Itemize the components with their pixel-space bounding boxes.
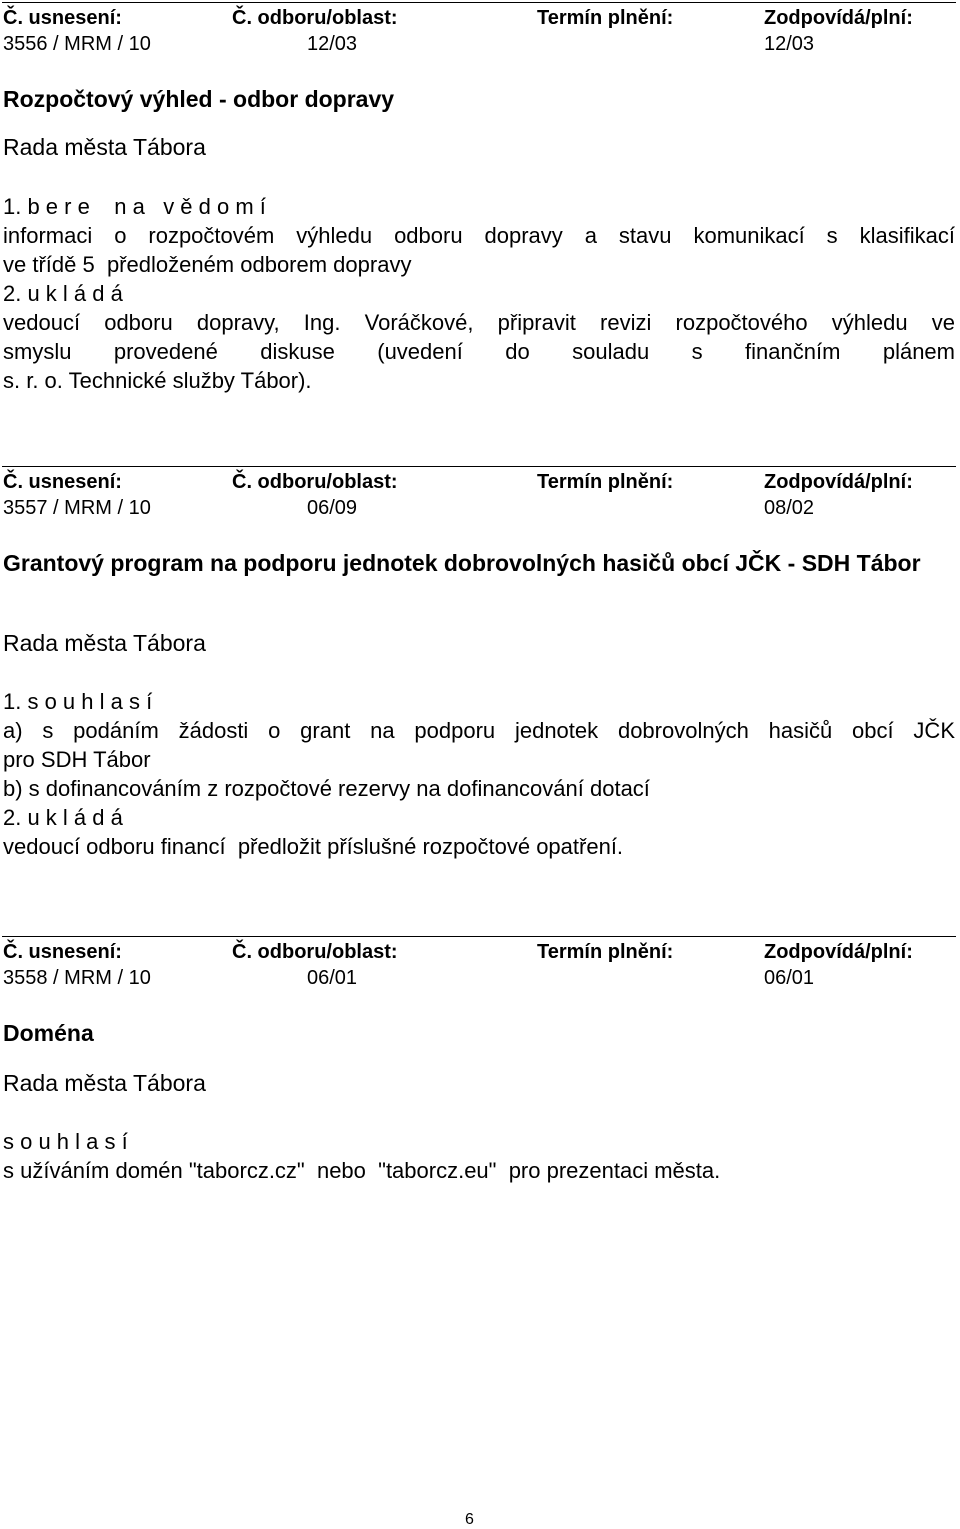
department-code: 12/03 [307, 33, 358, 55]
responsible-code: 06/01 [764, 967, 815, 989]
record-divider [2, 936, 956, 937]
issuing-body: Rada města Tábora [3, 1070, 206, 1096]
page-number: 6 [465, 1511, 474, 1528]
text-line: 1. s o u h l a s í [3, 689, 153, 714]
resolution-text [3, 687, 955, 861]
text-line: informaci o rozpočtovém výhledu odboru dopravy a stavu komunikací s klasifikací [3, 223, 955, 248]
header-responsible: Zodpovídá/plní: [764, 941, 913, 963]
header-department: Č. odboru/oblast: [232, 471, 398, 493]
text-line: s. r. o. Technické služby Tábor). [3, 368, 312, 393]
text-line: s užíváním domén "taborcz.cz" nebo "taborcz.eu" pro prezentaci města. [3, 1158, 721, 1183]
header-deadline: Termín plnění: [537, 7, 674, 29]
resolution-number: 3556 / MRM / 10 [3, 33, 151, 55]
header-deadline: Termín plnění: [537, 941, 674, 963]
text-line: 2. u k l á d á [3, 281, 123, 306]
resolution-title: Doména [3, 1020, 94, 1046]
issuing-body: Rada města Tábora [3, 630, 206, 656]
header-responsible: Zodpovídá/plní: [764, 471, 913, 493]
issuing-body: Rada města Tábora [3, 134, 206, 160]
text-line: vedoucí odboru financí předložit příslušné rozpočtové opatření. [3, 834, 624, 859]
text-line: 2. u k l á d á [3, 805, 123, 830]
text-line: vedoucí odboru dopravy, Ing. Voráčkové, připravit revizi rozpočtového výhledu ve [3, 310, 955, 335]
header-resolution-no: Č. usnesení: [3, 941, 122, 963]
text-line: pro SDH Tábor [3, 747, 151, 772]
record-divider [2, 466, 956, 467]
department-code: 06/01 [307, 967, 358, 989]
header-resolution-no: Č. usnesení: [3, 471, 122, 493]
record-divider [2, 2, 956, 3]
resolution-title: Rozpočtový výhled - odbor dopravy [3, 86, 395, 112]
header-department: Č. odboru/oblast: [232, 941, 398, 963]
text-line: ve třídě 5 předloženém odborem dopravy [3, 252, 412, 277]
resolution-text [3, 1127, 955, 1185]
header-deadline: Termín plnění: [537, 471, 674, 493]
text-line: b) s dofinancováním z rozpočtové rezervy na dofinancování dotací [3, 776, 650, 801]
resolution-text [3, 192, 955, 395]
text-line: s o u h l a s í [3, 1129, 128, 1154]
text-line: a) s podáním žádosti o grant na podporu jednotek dobrovolných hasičů obcí JČK [3, 718, 955, 743]
resolution-number: 3557 / MRM / 10 [3, 497, 151, 519]
department-code: 06/09 [307, 497, 358, 519]
responsible-code: 08/02 [764, 497, 815, 519]
resolution-title: Grantový program na podporu jednotek dobrovolných hasičů obcí JČK - SDH Tábor [3, 550, 921, 576]
header-responsible: Zodpovídá/plní: [764, 7, 913, 29]
resolution-number: 3558 / MRM / 10 [3, 967, 151, 989]
text-line: smyslu provedené diskuse (uvedení do souladu s finančním plánem [3, 339, 955, 364]
header-resolution-no: Č. usnesení: [3, 7, 122, 29]
text-line: 1. b e r e n a v ě d o m í [3, 194, 266, 219]
responsible-code: 12/03 [764, 33, 815, 55]
header-department: Č. odboru/oblast: [232, 7, 398, 29]
